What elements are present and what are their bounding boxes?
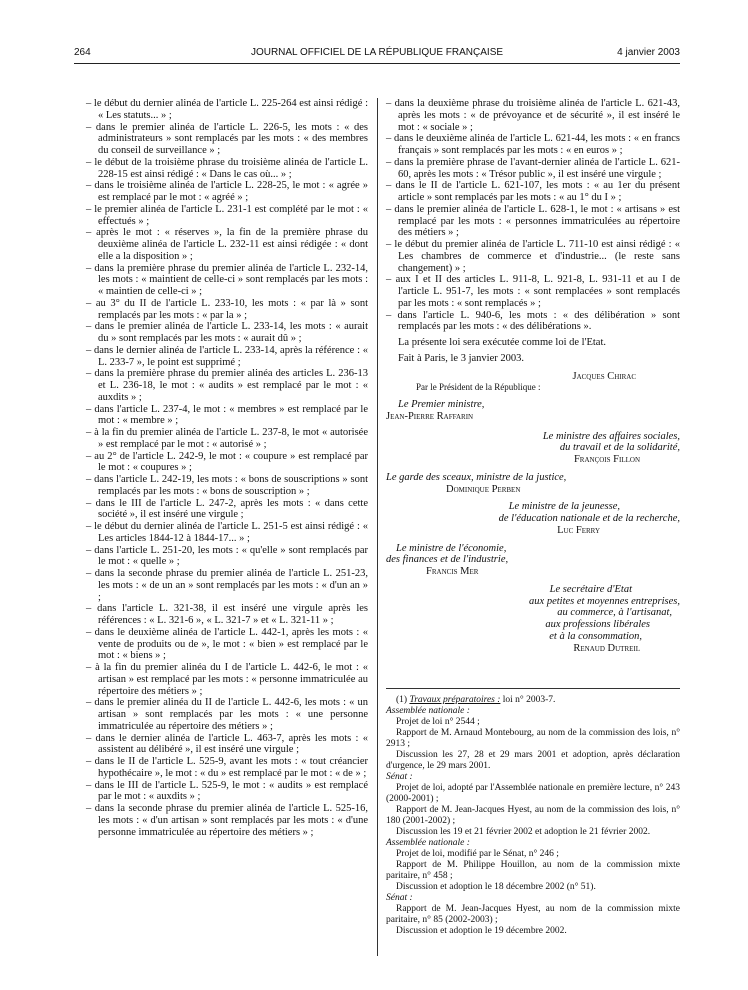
amendment-item: – dans l'article L. 321-38, il est inséré une virgule après les références : « L. 321-6 », « L. 321-7 » et « L. 321-11 » ; bbox=[86, 603, 368, 626]
page-number: 264 bbox=[74, 47, 91, 58]
amendment-item: – dans le troisième alinéa de l'article L. 228-25, le mot : « agrée » est remplacé par le mot : « agréé » ; bbox=[86, 180, 368, 203]
amendment-item: – dans le premier alinéa de l'article L. 233-14, les mots : « aurait du » sont remplacés par les mots : « aurait dû » ; bbox=[86, 321, 368, 344]
par-le-president: Par le Président de la République : bbox=[416, 382, 541, 393]
pme-title-3: au commerce, à l'artisanat, bbox=[557, 607, 672, 619]
amendment-item: – dans la première phrase du premier alinéa des articles L. 236-13 et L. 236-18, le mot : « audits » est remplacé par le mot : « auxdits » ; bbox=[86, 368, 368, 403]
amendment-item: – dans le premier alinéa de l'article L. 628-1, le mot : « artisans » est remplacé par les mots : « personnes immatriculées au répertoire des métiers » ; bbox=[386, 203, 680, 239]
note-heading: Assemblée nationale : bbox=[386, 838, 470, 849]
amendment-item: – dans la première phrase de l'avant-dernier alinéa de l'article L. 621-60, après les mots : « Trésor public », il est inséré une virgule ; bbox=[386, 156, 680, 180]
amendment-item: – dans l'article L. 940-6, les mots : « des délibération » sont remplacés par les mots : « des délibérations ». bbox=[386, 309, 680, 333]
amendment-item: – dans la seconde phrase du premier alinéa de l'article L. 251-23, les mots : « de un an » sont remplacés par les mots : « d'un an » ; bbox=[86, 568, 368, 603]
amendment-item: – à la fin du premier alinéa de l'article L. 237-8, le mot « autorisée » est remplacé par le mot : « autorisé » ; bbox=[86, 427, 368, 450]
pm-title: Le Premier ministre, bbox=[398, 399, 485, 410]
jeunesse-title-2: de l'éducation nationale et de la recherche, bbox=[498, 513, 680, 524]
footnote-label: (1) bbox=[396, 695, 408, 706]
pme-title-2: aux petites et moyennes entreprises, bbox=[529, 595, 680, 607]
amendment-item: – dans le deuxième alinéa de l'article L. 442-1, après les mots : « vente de produits ou de », le mot : « bien » est remplacé par le mot : « biens » ; bbox=[86, 626, 368, 662]
amendment-item: – dans le II de l'article L. 525-9, avant les mots : « tout créancier hypothécaire », le mot : « du » est remplacé par le mot : « de » ; bbox=[86, 756, 368, 779]
amendment-item: – dans le dernier alinéa de l'article L. 233-14, après la référence : « L. 233-7 », le point est supprimé ; bbox=[86, 344, 368, 368]
pm-name: Jean-Pierre Raffarin bbox=[386, 410, 474, 422]
note-heading: Sénat : bbox=[386, 772, 413, 783]
note-line: Discussion les 19 et 21 février 2002 et adoption le 21 février 2002. bbox=[396, 827, 651, 838]
left-column bbox=[86, 98, 368, 838]
jeunesse-title-1: Le ministre de la jeunesse, bbox=[508, 501, 620, 513]
page-header bbox=[74, 47, 680, 61]
amendment-item: – dans le premier alinéa du II de l'article L. 442-6, les mots : « un artisan » sont remplacés par les mots : « une personne immatriculée au répertoire des métiers » ; bbox=[86, 697, 368, 732]
right-column bbox=[386, 98, 680, 937]
social-title-2: du travail et de la solidarité, bbox=[559, 442, 680, 454]
execution-clause: La présente loi sera exécutée comme loi de l'Etat. bbox=[398, 337, 607, 348]
amendment-item: – dans l'article L. 242-19, les mots : « bons de souscriptions » sont remplacés par les mots : « bons de souscription » ; bbox=[86, 474, 368, 497]
footnote-rest: loi n° 2003-7. bbox=[500, 695, 556, 706]
amendment-item: – dans le dernier alinéa de l'article L. 463-7, après les mots : « assistent au délibéré », il est inséré une virgule ; bbox=[86, 732, 368, 756]
journal-title: JOURNAL OFFICIEL DE LA RÉPUBLIQUE FRANÇAISE bbox=[250, 47, 504, 58]
note-line: Projet de loi, adopté par l'Assemblée nationale en première lecture, n° 243 (2000-2001) ; bbox=[386, 783, 680, 805]
header-rule bbox=[74, 63, 680, 64]
eco-title-2: des finances et de l'industrie, bbox=[386, 554, 509, 566]
footnotes bbox=[386, 688, 680, 937]
note-line: Discussion les 27, 28 et 29 mars 2001 et adoption, après déclaration d'urgence, le 29 mars 2001. bbox=[386, 750, 680, 772]
amendment-item: – le début du premier alinéa de l'article L. 711-10 est ainsi rédigé : « Les chambres de commerce et d'industrie... (le reste sans changement) » ; bbox=[386, 239, 680, 274]
pme-title-1: Le secrétaire d'Etat bbox=[549, 583, 632, 595]
note-line: Rapport de M. Jean-Jacques Hyest, au nom de la commission des lois, n° 180 (2001-2002) ; bbox=[386, 805, 680, 827]
amendment-item: – dans la seconde phrase du premier alinéa de l'article L. 525-16, les mots : « d'un artisan » sont remplacés par les mots : « d'une personne immatriculée au répertoire des métiers » ; bbox=[86, 803, 368, 838]
note-line: Projet de loi, modifié par le Sénat, n° 246 ; bbox=[396, 849, 559, 860]
amendment-item: – dans le premier alinéa de l'article L. 226-5, les mots : « des administrateurs » sont remplacés par les mots : « des membres du conseil de surveillance » ; bbox=[86, 121, 368, 156]
note-heading: Assemblée nationale : bbox=[386, 706, 470, 717]
pme-title-5: et à la consommation, bbox=[549, 630, 642, 642]
garde-name: Dominique Perben bbox=[446, 483, 521, 495]
place-date: Fait à Paris, le 3 janvier 2003. bbox=[398, 352, 524, 364]
amendment-item: – dans la première phrase du premier alinéa de l'article L. 232-14, les mots : « maintient de celle-ci » sont remplacés par les mots : « maintien de celle-ci » ; bbox=[86, 262, 368, 297]
note-line: Projet de loi n° 2544 ; bbox=[396, 717, 480, 728]
president-name: Jacques Chirac bbox=[572, 370, 636, 382]
note-line: Discussion et adoption le 18 décembre 2002 (n° 51). bbox=[396, 882, 596, 893]
amendment-item: – dans la deuxième phrase du troisième alinéa de l'article L. 621-43, après les mots : « de prévoyance et de sécurité », il est inséré le mot : « sociale » ; bbox=[386, 98, 680, 133]
note-line: Rapport de M. Jean-Jacques Hyest, au nom de la commission mixte paritaire, n° 85 (2002-2003) ; bbox=[386, 904, 680, 926]
amendment-item: – au 2° de l'article L. 242-9, le mot : « coupure » est remplacé par le mot : « coupures » ; bbox=[86, 450, 368, 474]
garde-title: Le garde des sceaux, ministre de la justice, bbox=[386, 471, 567, 483]
amendment-item: – dans l'article L. 237-4, le mot : « membres » est remplacé par le mot : « membre » ; bbox=[86, 403, 368, 427]
amendment-item: – le début du dernier alinéa de l'article L. 225-264 est ainsi rédigé : « Les statuts... » ; bbox=[86, 98, 368, 121]
amendment-item: – dans le II de l'article L. 621-107, les mots : « au 1er du présent article » sont remplacés par les mots : « au 1° du I » ; bbox=[386, 180, 680, 203]
note-heading: Sénat : bbox=[386, 893, 413, 904]
note-line: Rapport de M. Arnaud Montebourg, au nom de la commission des lois, n° 2913 ; bbox=[386, 728, 680, 750]
eco-name: Francis Mer bbox=[426, 566, 479, 577]
amendment-item: – le premier alinéa de l'article L. 231-1 est complété par le mot : « effectués » ; bbox=[86, 203, 368, 227]
amendment-item: – après le mot : « réserves », la fin de la première phrase du deuxième alinéa de l'article L. 232-11 est ainsi rédigée : « dont elle a la disposition » ; bbox=[86, 227, 368, 262]
footnote-link[interactable]: Travaux préparatoires : bbox=[409, 695, 501, 706]
amendment-item: – dans le III de l'article L. 247-2, après les mots : « dans cette société », il est inséré une virgule ; bbox=[86, 497, 368, 521]
issue-date: 4 janvier 2003 bbox=[617, 47, 680, 58]
note-line: Rapport de M. Philippe Houillon, au nom de la commission mixte paritaire, n° 458 ; bbox=[386, 860, 680, 882]
pme-title-4: aux professions libérales bbox=[545, 619, 650, 630]
amendment-item: – au 3° du II de l'article L. 233-10, les mots : « par là » sont remplacés par les mots : « par la » ; bbox=[86, 297, 368, 321]
amendment-item: – dans l'article L. 251-20, les mots : « qu'elle » sont remplacés par le mot : « quelle » ; bbox=[86, 544, 368, 568]
amendment-item: – le début du dernier alinéa de l'article L. 251-5 est ainsi rédigé : « Les articles 1844-12 à 1844-17... » ; bbox=[86, 521, 368, 544]
social-title-1: Le ministre des affaires sociales, bbox=[542, 430, 680, 442]
amendment-item: – dans le III de l'article L. 525-9, le mot : « audits » est remplacé par le mot : « auxdits » ; bbox=[86, 779, 368, 803]
column-divider bbox=[377, 98, 378, 956]
pme-name: Renaud Dutreil bbox=[573, 642, 640, 654]
amendment-item: – le début de la troisième phrase du troisième alinéa de l'article L. 228-15 est ainsi rédigé : « Dans le cas où... » ; bbox=[86, 156, 368, 180]
amendment-item: – à la fin du premier alinéa du I de l'article L. 442-6, le mot : « artisan » est remplacé par les mots : « personne immatriculée au répertoire des métiers » ; bbox=[86, 662, 368, 697]
amendment-item: – dans le deuxième alinéa de l'article L. 621-44, les mots : « en francs français » sont remplacés par les mots : « en euros » ; bbox=[386, 133, 680, 156]
eco-title-1: Le ministre de l'économie, bbox=[396, 542, 507, 554]
social-name: François Fillon bbox=[573, 454, 640, 465]
jeunesse-name: Luc Ferry bbox=[557, 524, 600, 536]
amendment-item: – aux I et II des articles L. 911-8, L. 921-8, L. 931-11 et au I de l'article L. 951-7, les mots : « sont remplacées » sont remplacés par les mots : « sont remplacés » ; bbox=[386, 274, 680, 309]
note-line: Discussion et adoption le 19 décembre 2002. bbox=[396, 926, 567, 937]
